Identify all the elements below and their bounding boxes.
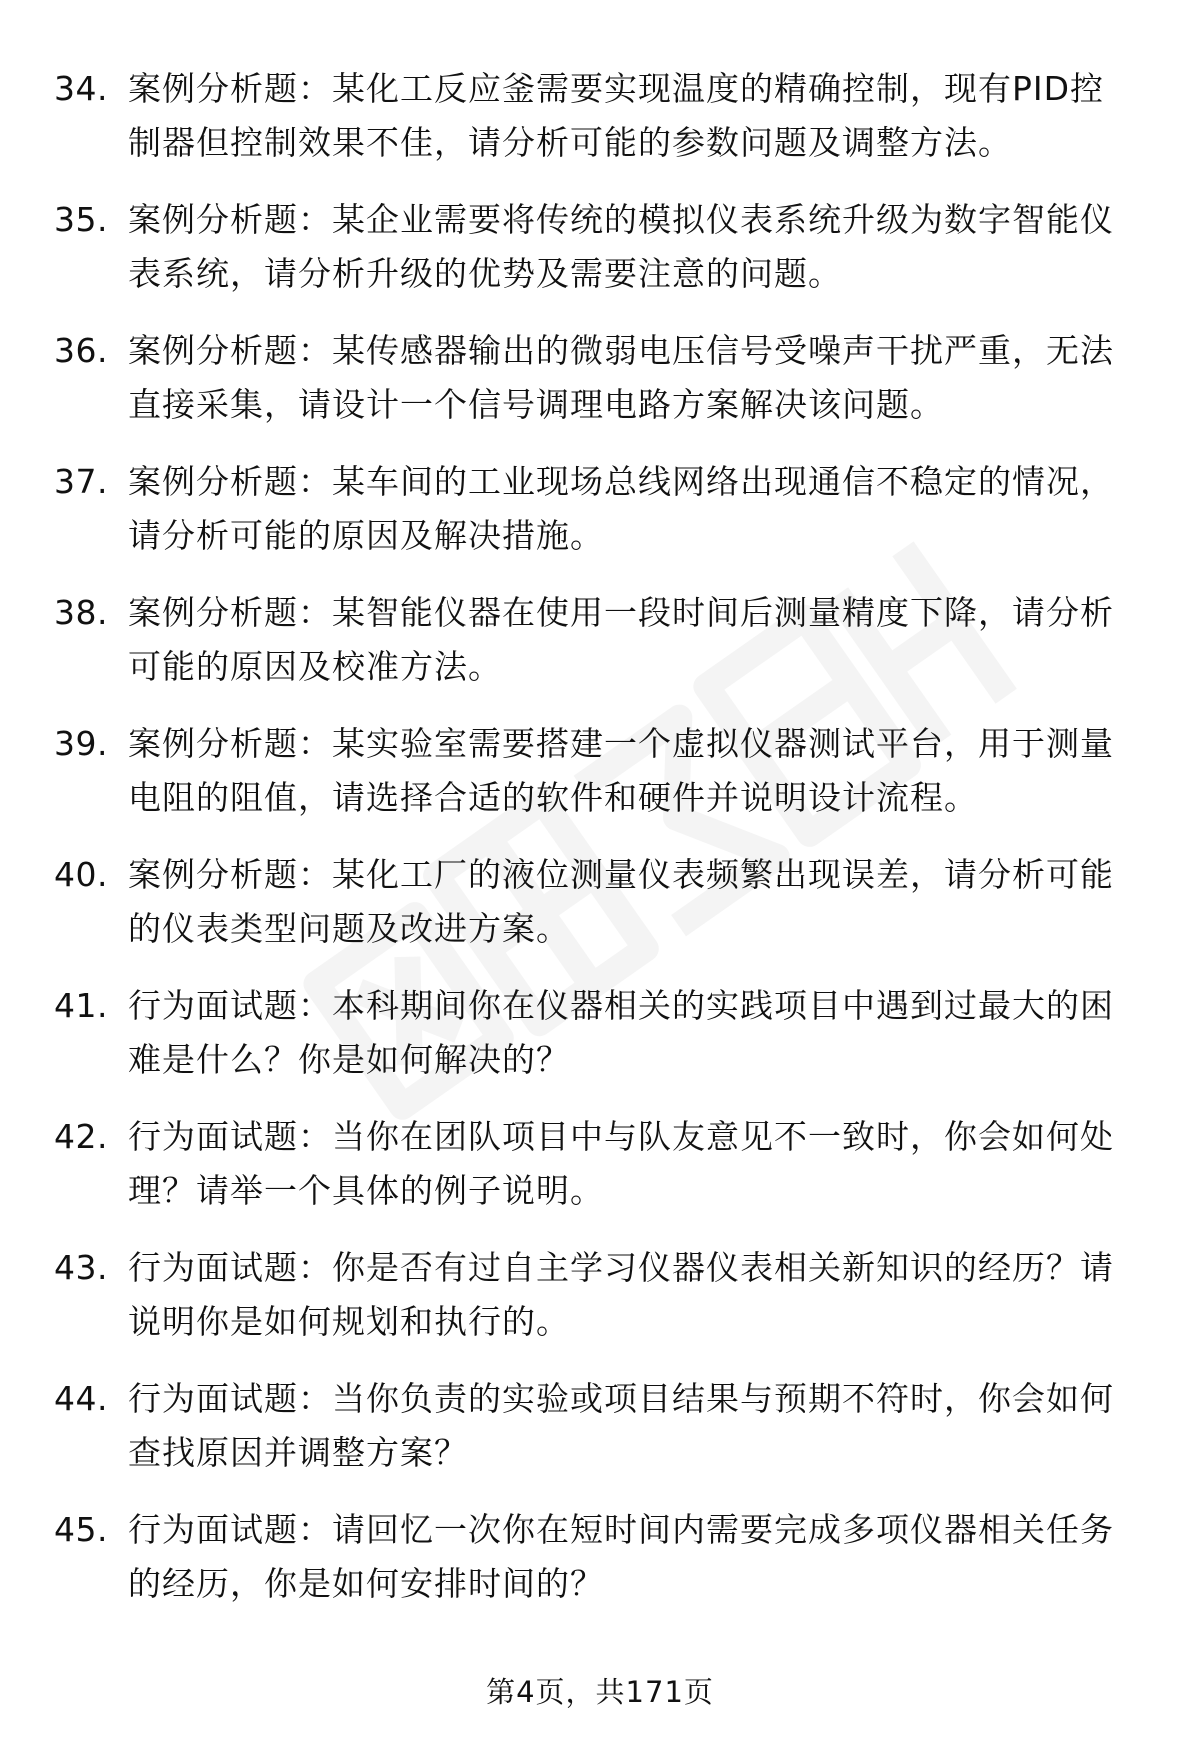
question-text: 案例分析题：某企业需要将传统的模拟仪表系统升级为数字智能仪表系统，请分析升级的优势及需要注意的问题。: [128, 200, 1114, 293]
question-number: 35.: [54, 200, 108, 239]
question-text: 案例分析题：某传感器输出的微弱电压信号受噪声干扰严重，无法直接采集，请设计一个信号调理电路方案解决该问题。: [128, 331, 1114, 424]
question-text: 案例分析题：某车间的工业现场总线网络出现通信不稳定的情况，请分析可能的原因及解决措施。: [128, 462, 1114, 555]
question-text: 行为面试题：当你负责的实验或项目结果与预期不符时，你会如何查找原因并调整方案？: [128, 1379, 1114, 1472]
question-item: [0, 717, 1200, 848]
question-number: 45.: [54, 1510, 108, 1549]
question-text: 案例分析题：某化工厂的液位测量仪表频繁出现误差，请分析可能的仪表类型问题及改进方案。: [128, 855, 1114, 948]
question-number: 39.: [54, 724, 108, 763]
question-item: [0, 1503, 1200, 1634]
question-list: [0, 62, 1200, 1634]
question-item: [0, 586, 1200, 717]
question-item: [0, 324, 1200, 455]
question-text: 案例分析题：某化工反应釜需要实现温度的精确控制，现有PID控制器但控制效果不佳，请分析可能的参数问题及调整方法。: [128, 69, 1105, 162]
question-text: 行为面试题：本科期间你在仪器相关的实践项目中遇到过最大的困难是什么？你是如何解决的？: [128, 986, 1114, 1079]
question-number: 41.: [54, 986, 108, 1025]
question-text: 行为面试题：你是否有过自主学习仪器仪表相关新知识的经历？请说明你是如何规划和执行的。: [128, 1248, 1114, 1341]
question-item: [0, 1241, 1200, 1372]
question-number: 34.: [54, 69, 108, 108]
question-item: [0, 848, 1200, 979]
question-item: [0, 1372, 1200, 1503]
question-number: 42.: [54, 1117, 108, 1156]
question-number: 43.: [54, 1248, 108, 1287]
question-item: [0, 193, 1200, 324]
question-number: 44.: [54, 1379, 108, 1418]
question-text: 行为面试题：当你在团队项目中与队友意见不一致时，你会如何处理？请举一个具体的例子说明。: [128, 1117, 1114, 1210]
question-item: [0, 62, 1200, 193]
question-item: [0, 979, 1200, 1110]
question-number: 40.: [54, 855, 108, 894]
question-item: [0, 1110, 1200, 1241]
question-number: 38.: [54, 593, 108, 632]
page-footer: 第4页，共171页: [486, 1675, 714, 1709]
question-number: 36.: [54, 331, 108, 370]
question-text: 案例分析题：某实验室需要搭建一个虚拟仪器测试平台，用于测量电阻的阻值，请选择合适的软件和硬件并说明设计流程。: [128, 724, 1114, 817]
question-text: 行为面试题：请回忆一次你在短时间内需要完成多项仪器相关任务的经历，你是如何安排时间的？: [128, 1510, 1114, 1603]
question-item: [0, 455, 1200, 586]
question-text: 案例分析题：某智能仪器在使用一段时间后测量精度下降，请分析可能的原因及校准方法。: [128, 593, 1114, 686]
question-number: 37.: [54, 462, 108, 501]
